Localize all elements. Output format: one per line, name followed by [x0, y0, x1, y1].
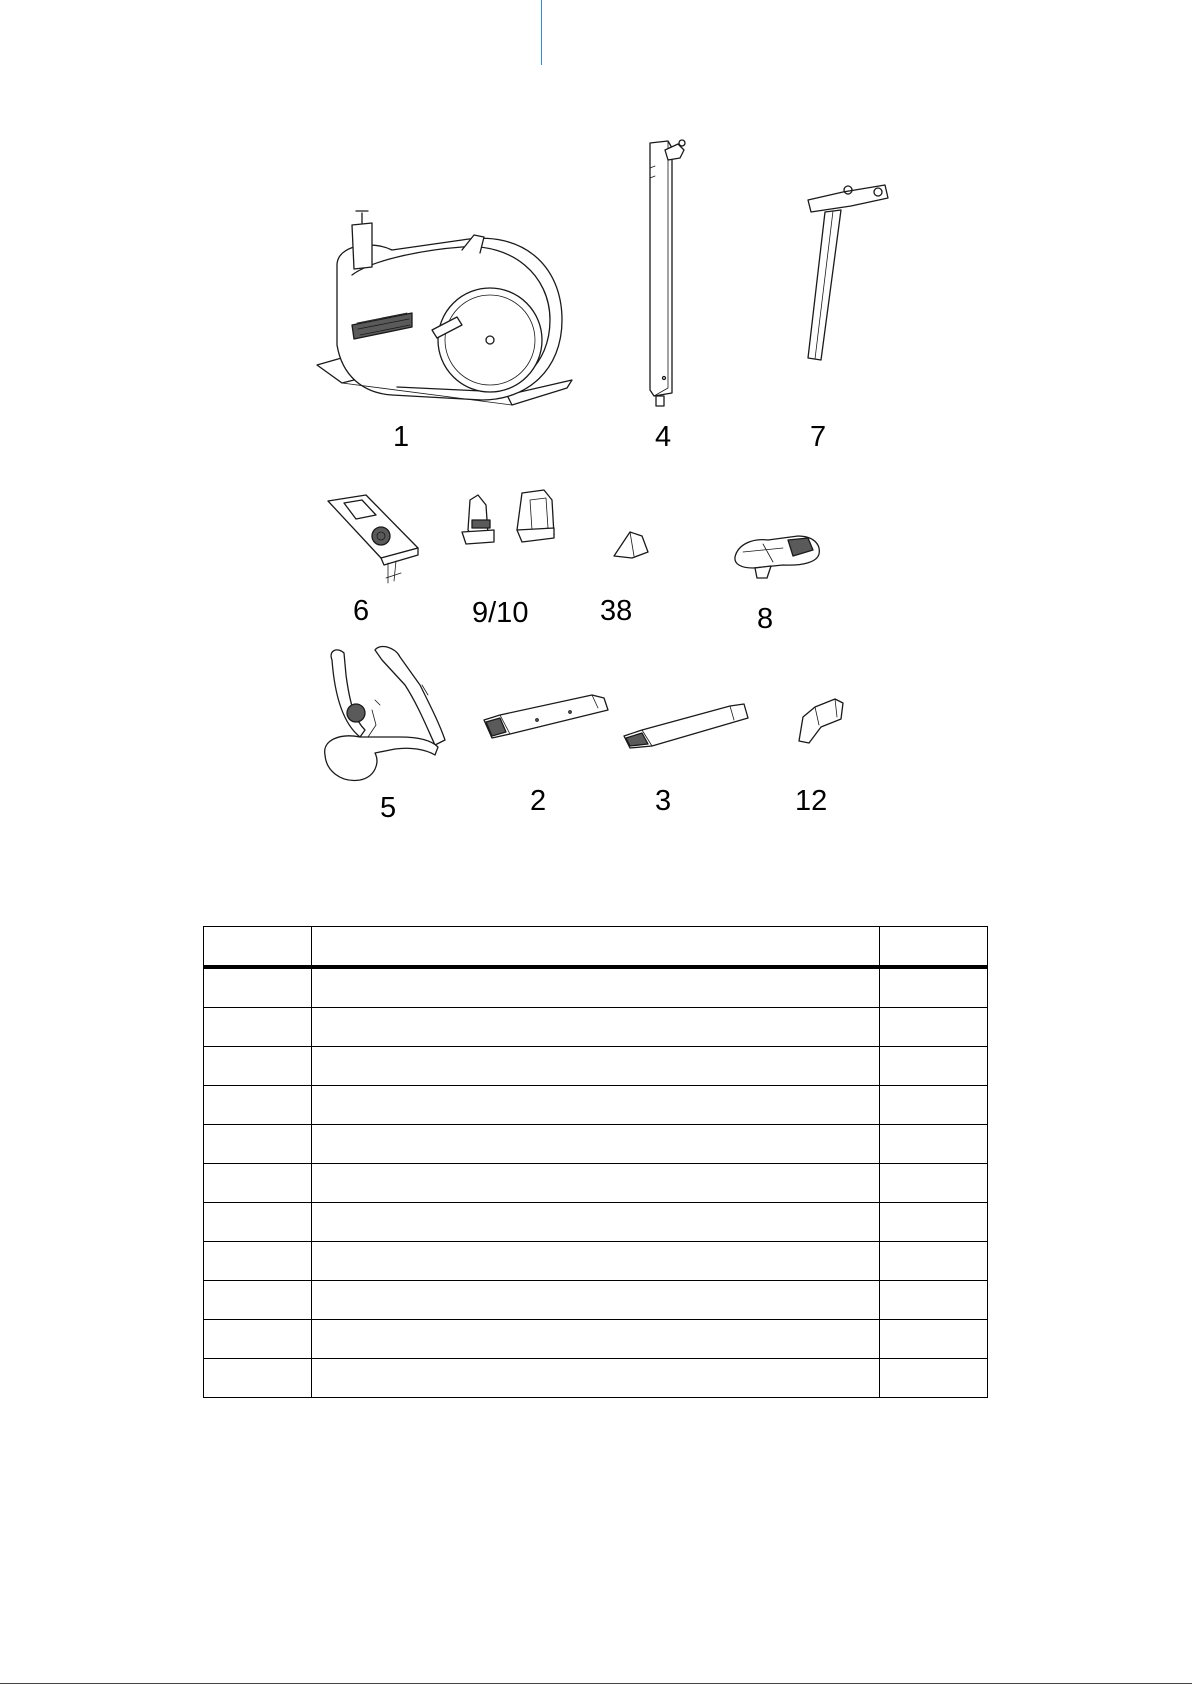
table-cell: [880, 967, 988, 1008]
table-cell: [880, 1125, 988, 1164]
table-cell: [880, 1164, 988, 1203]
table-row: [204, 1008, 988, 1047]
handlebar-icon: [320, 645, 465, 785]
table-cell: [312, 1086, 880, 1125]
table-cell: [312, 1281, 880, 1320]
table-row: [204, 1203, 988, 1242]
part-number-label: 9/10: [472, 597, 529, 629]
table-cell: [312, 1242, 880, 1281]
part-8-drawing: [733, 532, 823, 582]
table-cell: [312, 967, 880, 1008]
table-cell: [880, 1242, 988, 1281]
part-7-drawing: [803, 180, 898, 370]
rear-stabilizer-icon: [622, 698, 750, 753]
exercise-bike-body-icon: [312, 205, 577, 435]
table-row: [204, 1164, 988, 1203]
table-cell: [880, 1203, 988, 1242]
part-number-label: 6: [353, 595, 370, 627]
table-cell: [204, 1086, 312, 1125]
table-cell: [880, 1359, 988, 1398]
table-row: [204, 1242, 988, 1281]
table-header-cell: [204, 927, 312, 968]
table-cell: [204, 1164, 312, 1203]
part-number-label: 12: [795, 785, 828, 817]
table-header-cell: [312, 927, 880, 968]
header-accent-line: [541, 0, 542, 65]
table-row: [204, 967, 988, 1008]
part-number-label: 7: [810, 421, 827, 453]
table-header-cell: [880, 927, 988, 968]
part-number-label: 38: [600, 595, 633, 627]
part-number-label: 1: [393, 421, 410, 453]
part-number-label: 5: [380, 792, 397, 824]
table-cell: [312, 1008, 880, 1047]
part-12-drawing: [795, 697, 847, 745]
part-5-drawing: [320, 645, 465, 785]
table-cell: [204, 1320, 312, 1359]
saddle-icon: [733, 532, 823, 582]
page-bottom-rule: [0, 1683, 1192, 1684]
table-row: [204, 1125, 988, 1164]
pedal-pair-icon: [462, 490, 562, 550]
table-cell: [880, 1086, 988, 1125]
small-cover-icon: [612, 528, 652, 560]
part-4-drawing: [640, 138, 690, 413]
table-cell: [204, 1203, 312, 1242]
table-cell: [312, 1125, 880, 1164]
part-1-drawing: [312, 205, 577, 435]
table-row: [204, 1281, 988, 1320]
table-cell: [204, 1242, 312, 1281]
table-row: [204, 1320, 988, 1359]
table-cell: [312, 1164, 880, 1203]
table-row: [204, 1359, 988, 1398]
part-number-label: 4: [655, 421, 672, 453]
table-cell: [880, 1047, 988, 1086]
table-row: [204, 1086, 988, 1125]
table-cell: [312, 1320, 880, 1359]
seat-post-icon: [803, 180, 898, 370]
table-cell: [312, 1203, 880, 1242]
table-row: [204, 1047, 988, 1086]
part-number-label: 8: [757, 603, 774, 635]
part-number-label: 3: [655, 785, 672, 817]
cover-icon: [795, 697, 847, 745]
upright-post-icon: [640, 138, 690, 413]
table-cell: [204, 1125, 312, 1164]
part-2-drawing: [482, 690, 610, 745]
table-cell: [204, 1281, 312, 1320]
table-cell: [204, 1359, 312, 1398]
table-cell: [312, 1047, 880, 1086]
table-header-row: [204, 927, 988, 968]
console-computer-icon: [326, 493, 426, 593]
table-cell: [880, 1281, 988, 1320]
table-cell: [204, 1047, 312, 1086]
table-cell: [880, 1008, 988, 1047]
table-cell: [312, 1359, 880, 1398]
part-6-drawing: [326, 493, 426, 593]
part-number-label: 2: [530, 785, 547, 817]
front-stabilizer-icon: [482, 690, 610, 745]
table-cell: [880, 1320, 988, 1359]
part-38-drawing: [612, 528, 652, 560]
part-9-10-drawing: [462, 490, 562, 550]
table-cell: [204, 1008, 312, 1047]
parts-list-table: [203, 926, 988, 1398]
table-cell: [204, 967, 312, 1008]
part-3-drawing: [622, 698, 750, 753]
